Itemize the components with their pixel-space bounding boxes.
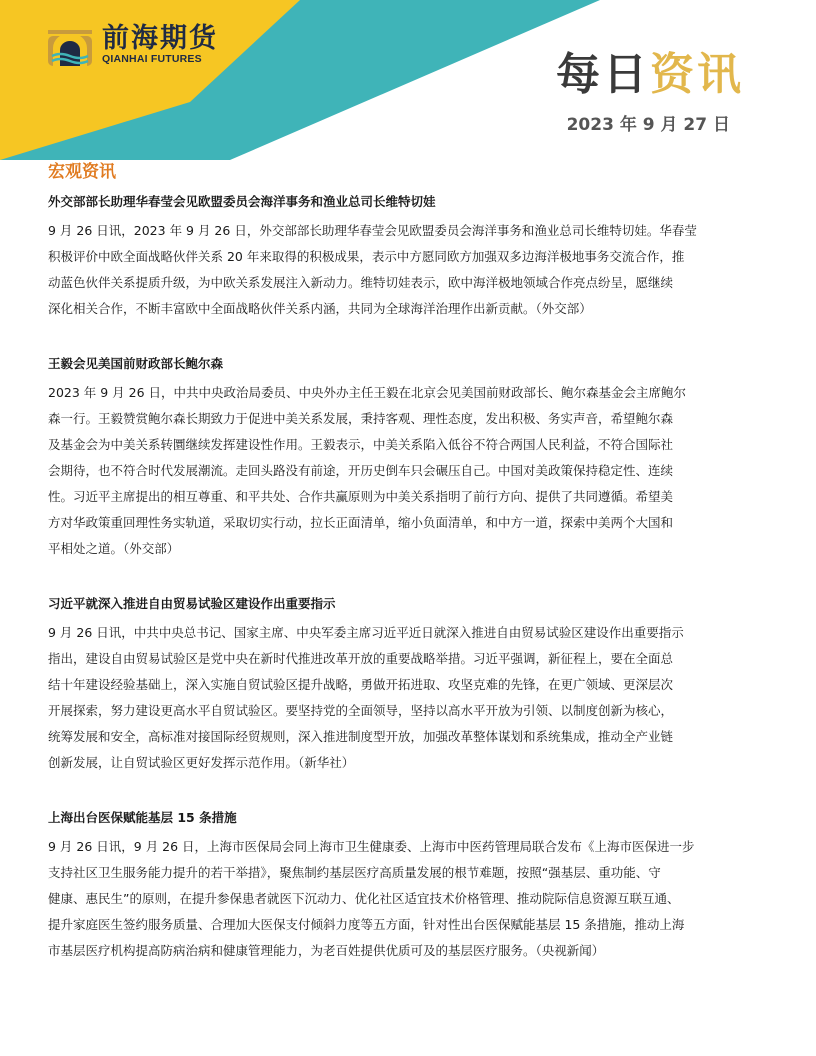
- report-title-part1: 每日: [556, 49, 650, 100]
- report-title: [556, 47, 744, 103]
- body-line: 深化相关合作，不断丰富欧中全面战略伙伴关系内涵，共同为全球海洋治理作出新贡献。（外交部）: [48, 301, 592, 316]
- report-title-part2: 资讯: [650, 49, 744, 100]
- company-logo: [46, 22, 218, 66]
- section-title-macro: 宏观资讯: [48, 162, 116, 182]
- article-1: [48, 192, 768, 322]
- body-line: 平相处之道。（外交部）: [48, 541, 180, 556]
- body-line: 支持社区卫生服务能力提升的若干举措》，聚焦制约基层医疗高质量发展的根节难题，按照“强基层、重功能、守: [48, 865, 661, 880]
- body-line: 动蓝色伙伴关系提质升级，为中欧关系发展注入新动力。维特切娃表示，欧中海洋极地领域合作亮点纷呈，愿继续: [48, 275, 674, 290]
- body-line: 方对华政策重回理性务实轨道，采取切实行动，拉长正面清单，缩小负面清单，和中方一道，探索中美两个大国和: [48, 515, 674, 530]
- logo-arch-icon: [46, 22, 94, 66]
- body-line: 健康、惠民生”的原则，在提升参保患者就医下沉动力、优化社区适宜技术价格管理、推动院际信息资源互联互通、: [48, 891, 680, 906]
- article-body: [48, 218, 768, 322]
- body-line: 统筹发展和安全，高标准对接国际经贸规则，深入推进制度型开放，加强改革整体谋划和系统集成，推动全产业链: [48, 729, 674, 744]
- body-line: 及基金会为中美关系转圜继续发挥建设性作用。王毅表示，中美关系陷入低谷不符合两国人民利益，不符合国际社: [48, 437, 674, 452]
- body-line: 市基层医疗机构提高防病治病和健康管理能力，为老百姓提供优质可及的基层医疗服务。（央视新闻）: [48, 943, 605, 958]
- article-body: [48, 380, 768, 562]
- body-line: 创新发展，让自贸试验区更好发挥示范作用。（新华社）: [48, 755, 355, 770]
- body-line: 9 月 26 日讯，2023 年 9 月 26 日，外交部部长助理华春莹会见欧盟委员会海洋事务和渔业总司长维特切娃。华春莹: [48, 223, 697, 238]
- body-line: 9 月 26 日讯，9 月 26 日，上海市医保局会同上海市卫生健康委、上海市中医药管理局联合发布《上海市医保进一步: [48, 839, 695, 854]
- report-date: 2023 年 9 月 27 日: [566, 115, 730, 135]
- body-line: 开展探索，努力建设更高水平自贸试验区。要坚持党的全面领导，坚持以高水平开放为引领、以制度创新为核心，: [48, 703, 674, 718]
- article-title: 外交部部长助理华春莹会见欧盟委员会海洋事务和渔业总司长维特切娃: [48, 194, 436, 209]
- logo-chinese-name: 前海期货: [102, 23, 218, 54]
- article-4: [48, 808, 768, 964]
- body-line: 9 月 26 日讯，中共中央总书记、国家主席、中央军委主席习近平近日就深入推进自由贸易试验区建设作出重要指示: [48, 625, 684, 640]
- article-title: 王毅会见美国前财政部长鲍尔森: [48, 356, 224, 371]
- logo-english-name: QIANHAI FUTURES: [102, 53, 202, 65]
- body-line: 提升家庭医生签约服务质量、合理加大医保支付倾斜力度等五方面，针对性出台医保赋能基层 15 条措施，推动上海: [48, 917, 685, 932]
- article-2: [48, 354, 768, 562]
- body-line: 2023 年 9 月 26 日，中共中央政治局委员、中央外办主任王毅在北京会见美国前财政部长、鲍尔森基金会主席鲍尔: [48, 385, 687, 400]
- body-line: 结十年建设经验基础上，深入实施自贸试验区提升战略，勇做开拓进取、攻坚克难的先锋，在更广领域、更深层次: [48, 677, 674, 692]
- article-list: [48, 192, 768, 996]
- body-line: 指出，建设自由贸易试验区是党中央在新时代推进改革开放的重要战略举措。习近平强调，新征程上，要在全面总: [48, 651, 674, 666]
- body-line: 积极评价中欧全面战略伙伴关系 20 年来取得的积极成果，表示中方愿同欧方加强双多边海洋极地事务交流合作，推: [48, 249, 685, 264]
- article-body: [48, 620, 768, 776]
- article-title: 习近平就深入推进自由贸易试验区建设作出重要指示: [48, 596, 336, 611]
- article-title: 上海出台医保赋能基层 15 条措施: [48, 810, 237, 825]
- body-line: 会期待，也不符合时代发展潮流。走回头路没有前途，开历史倒车只会碾压自己。中国对美政策保持稳定性、连续: [48, 463, 674, 478]
- article-3: [48, 594, 768, 776]
- body-line: 森一行。王毅赞赏鲍尔森长期致力于促进中美关系发展，秉持客观、理性态度，发出积极、务实声音，希望鲍尔森: [48, 411, 674, 426]
- article-body: [48, 834, 768, 964]
- body-line: 性。习近平主席提出的相互尊重、和平共处、合作共赢原则为中美关系指明了前行方向、提供了共同遵循。希望美: [48, 489, 674, 504]
